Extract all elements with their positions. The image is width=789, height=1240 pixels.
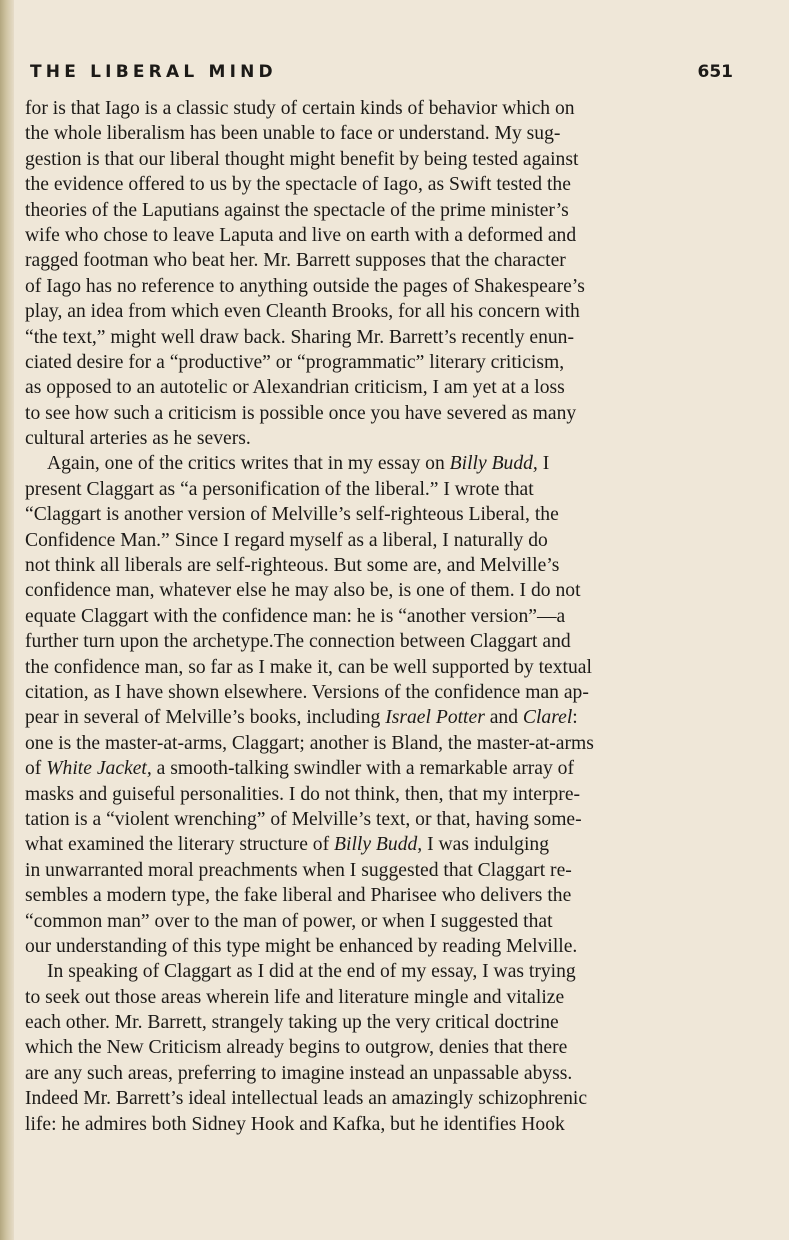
page-number: 651 — [697, 62, 733, 82]
body-text — [25, 96, 688, 1137]
italic-title: Billy Budd, — [334, 834, 423, 856]
italic-title: Clarel — [522, 707, 573, 729]
text-run: “the text,” might well draw back. Sharing Mr. Barrett’s recently enun- — [25, 326, 574, 348]
text-line — [25, 832, 688, 857]
text-line — [25, 985, 688, 1010]
text-line — [25, 858, 688, 883]
text-run: masks and guiseful personalities. I do not think, then, that my interpre- — [25, 783, 581, 805]
text-run: gestion is that our liberal thought might benefit by being tested against — [25, 148, 579, 170]
italic-title: White Jacket, — [46, 758, 152, 780]
text-run: sembles a modern type, the fake liberal and Pharisee who delivers the — [25, 885, 572, 907]
text-run: confidence man, whatever else he may also be, is one of them. I do not — [25, 580, 581, 602]
italic-title: Billy Budd, — [449, 453, 538, 475]
text-line — [25, 909, 688, 934]
text-run: tation is a “violent wrenching” of Melville’s text, or that, having some- — [25, 808, 582, 830]
text-run: a smooth-talking swindler with a remarkable array of — [151, 758, 574, 780]
text-run: citation, as I have shown elsewhere. Versions of the confidence man ap- — [25, 681, 589, 703]
text-run: for is that Iago is a classic study of certain kinds of behavior which on — [25, 98, 575, 119]
text-run: Indeed Mr. Barrett’s ideal intellectual leads an amazingly schizophrenic — [25, 1088, 588, 1110]
text-line — [25, 274, 688, 299]
text-run: I was indulging — [422, 834, 549, 856]
text-run: our understanding of this type might be enhanced by reading Melville. — [25, 935, 578, 957]
text-line — [25, 604, 688, 629]
text-line — [25, 325, 688, 350]
text-run: as opposed to an autotelic or Alexandrian criticism, I am yet at a loss — [25, 377, 565, 399]
text-line — [25, 96, 688, 121]
text-line — [25, 883, 688, 908]
text-line — [25, 375, 688, 400]
text-line — [25, 1086, 688, 1111]
text-line — [25, 451, 688, 476]
text-run: pear in several of Melville’s books, including — [25, 707, 386, 729]
text-line — [25, 248, 688, 273]
text-line — [25, 655, 688, 680]
text-run: present Claggart as “a personification of the liberal.” I wrote that — [25, 478, 534, 500]
text-line — [25, 223, 688, 248]
text-run: to see how such a criticism is possible once you have severed as many — [25, 402, 577, 424]
text-line — [25, 147, 688, 172]
text-run: equate Claggart with the confidence man: he is “another version”—a — [25, 605, 566, 627]
text-line — [25, 705, 688, 730]
text-line — [25, 172, 688, 197]
text-run: cultural arteries as he severs. — [25, 428, 251, 450]
text-line — [25, 807, 688, 832]
text-line — [25, 1010, 688, 1035]
text-line — [25, 426, 688, 451]
text-line — [25, 731, 688, 756]
text-line — [25, 528, 688, 553]
text-run: further turn upon the archetype.The connection between Claggart and — [25, 631, 571, 653]
text-run: of — [25, 758, 47, 780]
text-line — [25, 756, 688, 781]
running-head — [30, 62, 733, 84]
text-run: to seek out those areas wherein life and literature mingle and vitalize — [25, 986, 565, 1008]
text-run: ragged footman who beat her. Mr. Barrett supposes that the character — [25, 250, 566, 272]
text-line — [25, 1061, 688, 1086]
text-run: wife who chose to leave Laputa and live on earth with a deformed and — [25, 224, 577, 246]
text-line — [25, 629, 688, 654]
text-run: not think all liberals are self-righteous. But some are, and Melville’s — [25, 555, 560, 577]
italic-title: Israel Potter — [385, 707, 485, 729]
text-run: Confidence Man.” Since I regard myself as a liberal, I naturally do — [25, 529, 548, 551]
text-run: theories of the Laputians against the spectacle of the prime minister’s — [25, 199, 569, 221]
text-run: the whole liberalism has been unable to face or understand. My sug- — [25, 123, 561, 145]
text-line — [25, 121, 688, 146]
text-run: of Iago has no reference to anything outside the pages of Shakespeare’s — [25, 275, 585, 297]
text-line — [25, 350, 688, 375]
text-run: Again, one of the critics writes that in my essay on — [47, 453, 450, 475]
text-line — [25, 680, 688, 705]
text-run: the confidence man, so far as I make it, can be well supported by textual — [25, 656, 592, 678]
text-run: life: he admires both Sidney Hook and Kafka, but he identifies Hook — [25, 1113, 565, 1135]
text-line — [25, 1112, 688, 1137]
text-run: which the New Criticism already begins to outgrow, denies that there — [25, 1037, 568, 1059]
text-run: : — [572, 707, 578, 729]
text-run: ciated desire for a “productive” or “programmatic” literary criticism, — [25, 351, 565, 373]
text-run: are any such areas, preferring to imagine instead an unpassable abyss. — [25, 1062, 573, 1084]
text-run: and — [484, 707, 523, 729]
text-run: the evidence offered to us by the spectacle of Iago, as Swift tested the — [25, 174, 571, 196]
text-line — [25, 401, 688, 426]
text-line — [25, 553, 688, 578]
text-line — [25, 502, 688, 527]
running-head-title: THE LIBERAL MIND — [30, 62, 277, 82]
text-line — [25, 1035, 688, 1060]
text-run: one is the master-at-arms, Claggart; another is Bland, the master-at-arms — [25, 732, 594, 754]
text-run: what examined the literary structure of — [25, 834, 335, 856]
text-line — [25, 198, 688, 223]
text-run: In speaking of Claggart as I did at the end of my essay, I was trying — [47, 961, 576, 983]
text-run: each other. Mr. Barrett, strangely taking up the very critical doctrine — [25, 1012, 559, 1034]
text-run: I — [537, 453, 550, 475]
text-run: in unwarranted moral preachments when I suggested that Claggart re- — [25, 859, 572, 881]
text-line — [25, 959, 688, 984]
text-line — [25, 934, 688, 959]
text-line — [25, 299, 688, 324]
text-line — [25, 477, 688, 502]
text-run: “common man” over to the man of power, or when I suggested that — [25, 910, 553, 932]
text-run: “Claggart is another version of Melville’s self-righteous Liberal, the — [25, 504, 559, 526]
text-run: play, an idea from which even Cleanth Brooks, for all his concern with — [25, 301, 580, 323]
text-line — [25, 782, 688, 807]
text-line — [25, 578, 688, 603]
